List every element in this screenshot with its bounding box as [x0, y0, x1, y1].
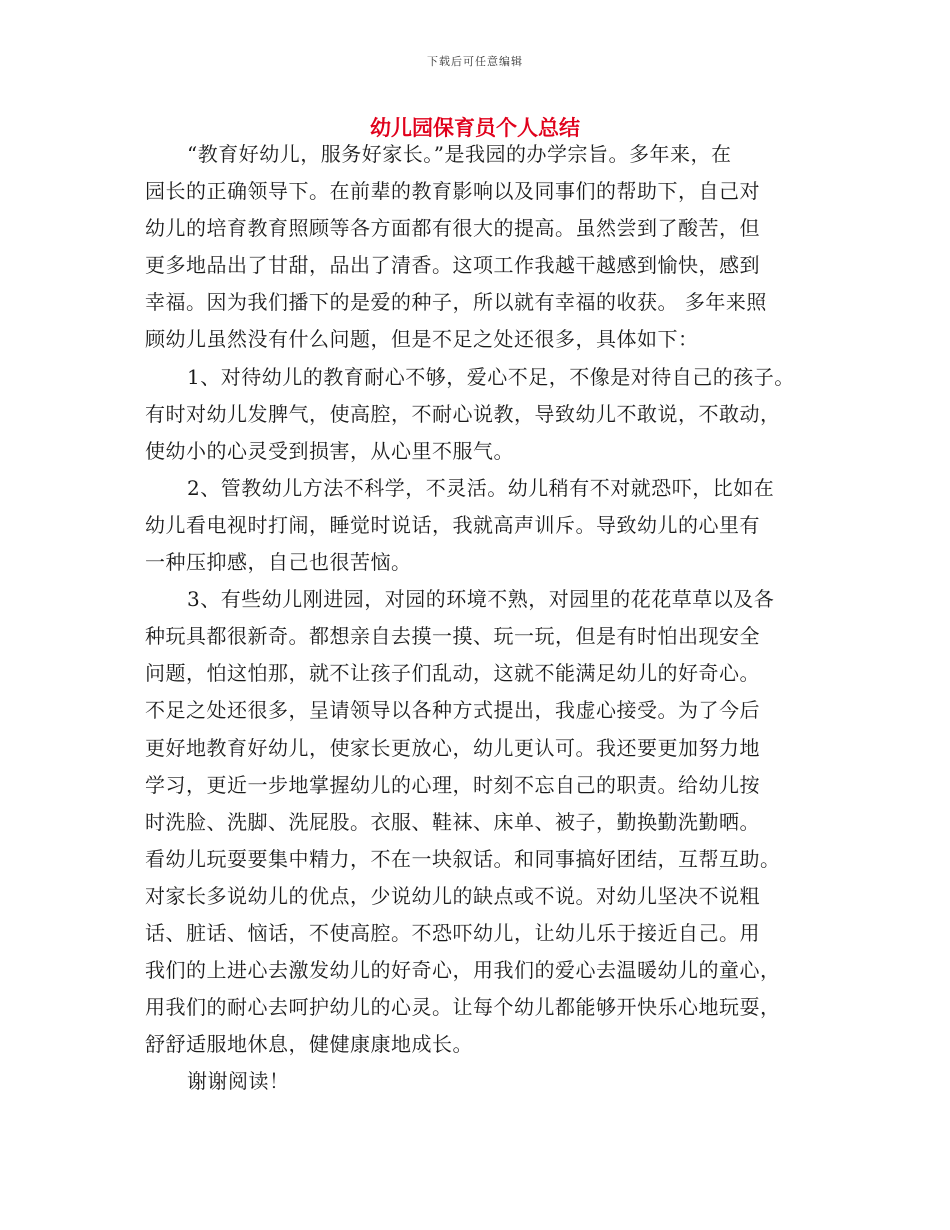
paragraph-line: 幼儿的培育教育照顾等各方面都有很大的提高。虽然尝到了酸苦，但: [145, 216, 760, 241]
paragraph-line: 1、对待幼儿的教育耐心不够，爱心不足，不像是对待自己的孩子。: [187, 364, 795, 389]
paragraph-line: 我们的上进心去激发幼儿的好奇心，用我们的爱心去温暖幼儿的童心，: [145, 958, 781, 983]
document-title: 幼儿园保育员个人总结: [370, 116, 580, 140]
paragraph-line: 有时对幼儿发脾气，使高腔，不耐心说教，导致幼儿不敢说，不敢动，: [145, 401, 781, 426]
header-note: 下载后可任意编辑: [427, 55, 523, 68]
paragraph-line: 看幼儿玩耍要集中精力，不在一块叙话。和同事搞好团结，互帮互助。: [145, 846, 781, 871]
paragraph-line: 一种压抑感，自己也很苦恼。: [145, 550, 412, 575]
paragraph-line: 对家长多说幼儿的优点，少说幼儿的缺点或不说。对幼儿坚决不说粗: [145, 883, 760, 908]
paragraph-line: 3、有些幼儿刚进园，对园的环境不熟，对园里的花花草草以及各: [187, 587, 775, 612]
paragraph-line: 学习，更近一步地掌握幼儿的心理，时刻不忘自己的职责。给幼儿按: [145, 772, 760, 797]
paragraph-line: 更好地教育好幼儿，使家长更放心，幼儿更认可。我还要更加努力地: [145, 735, 760, 760]
paragraph-line: 幸福。因为我们播下的是爱的种子，所以就有幸福的收获。 多年来照: [145, 290, 767, 315]
paragraph-line: 使幼小的心灵受到损害，从心里不服气。: [145, 438, 514, 463]
paragraph-line: 园长的正确领导下。在前辈的教育影响以及同事们的帮助下，自己对: [145, 179, 760, 204]
paragraph-line: “教育好幼儿，服务好家长。”是我园的办学宗旨。多年来，在: [187, 142, 732, 166]
paragraph-line: 话、脏话、恼话，不使高腔。不恐吓幼儿，让幼儿乐于接近自己。用: [145, 920, 760, 945]
document-body: [145, 136, 825, 1100]
paragraph-line: 种玩具都很新奇。都想亲自去摸一摸、玩一玩，但是有时怕出现安全: [145, 624, 760, 649]
paragraph-line: 谢谢阅读！: [187, 1069, 290, 1094]
paragraph-line: 2、管教幼儿方法不科学，不灵活。幼儿稍有不对就恐吓，比如在: [187, 475, 775, 500]
paragraph-line: 幼儿看电视时打闹，睡觉时说话，我就高声训斥。导致幼儿的心里有: [145, 512, 760, 537]
paragraph-line: 舒舒适服地休息，健健康康地成长。: [145, 1032, 473, 1057]
paragraph-line: 时洗脸、洗脚、洗屁股。衣服、鞋袜、床单、被子，勤换勤洗勤晒。: [145, 809, 760, 834]
paragraph-line: 不足之处还很多，呈请领导以各种方式提出，我虚心接受。为了今后: [145, 698, 760, 723]
paragraph-line: 顾幼儿虽然没有什么问题，但是不足之处还很多，具体如下：: [145, 327, 699, 352]
paragraph-line: 更多地品出了甘甜，品出了清香。这项工作我越干越感到愉快，感到: [145, 253, 760, 278]
paragraph-line: 用我们的耐心去呵护幼儿的心灵。让每个幼儿都能够开快乐心地玩耍，: [145, 995, 781, 1020]
paragraph-line: 问题，怕这怕那，就不让孩子们乱动，这就不能满足幼儿的好奇心。: [145, 661, 760, 686]
